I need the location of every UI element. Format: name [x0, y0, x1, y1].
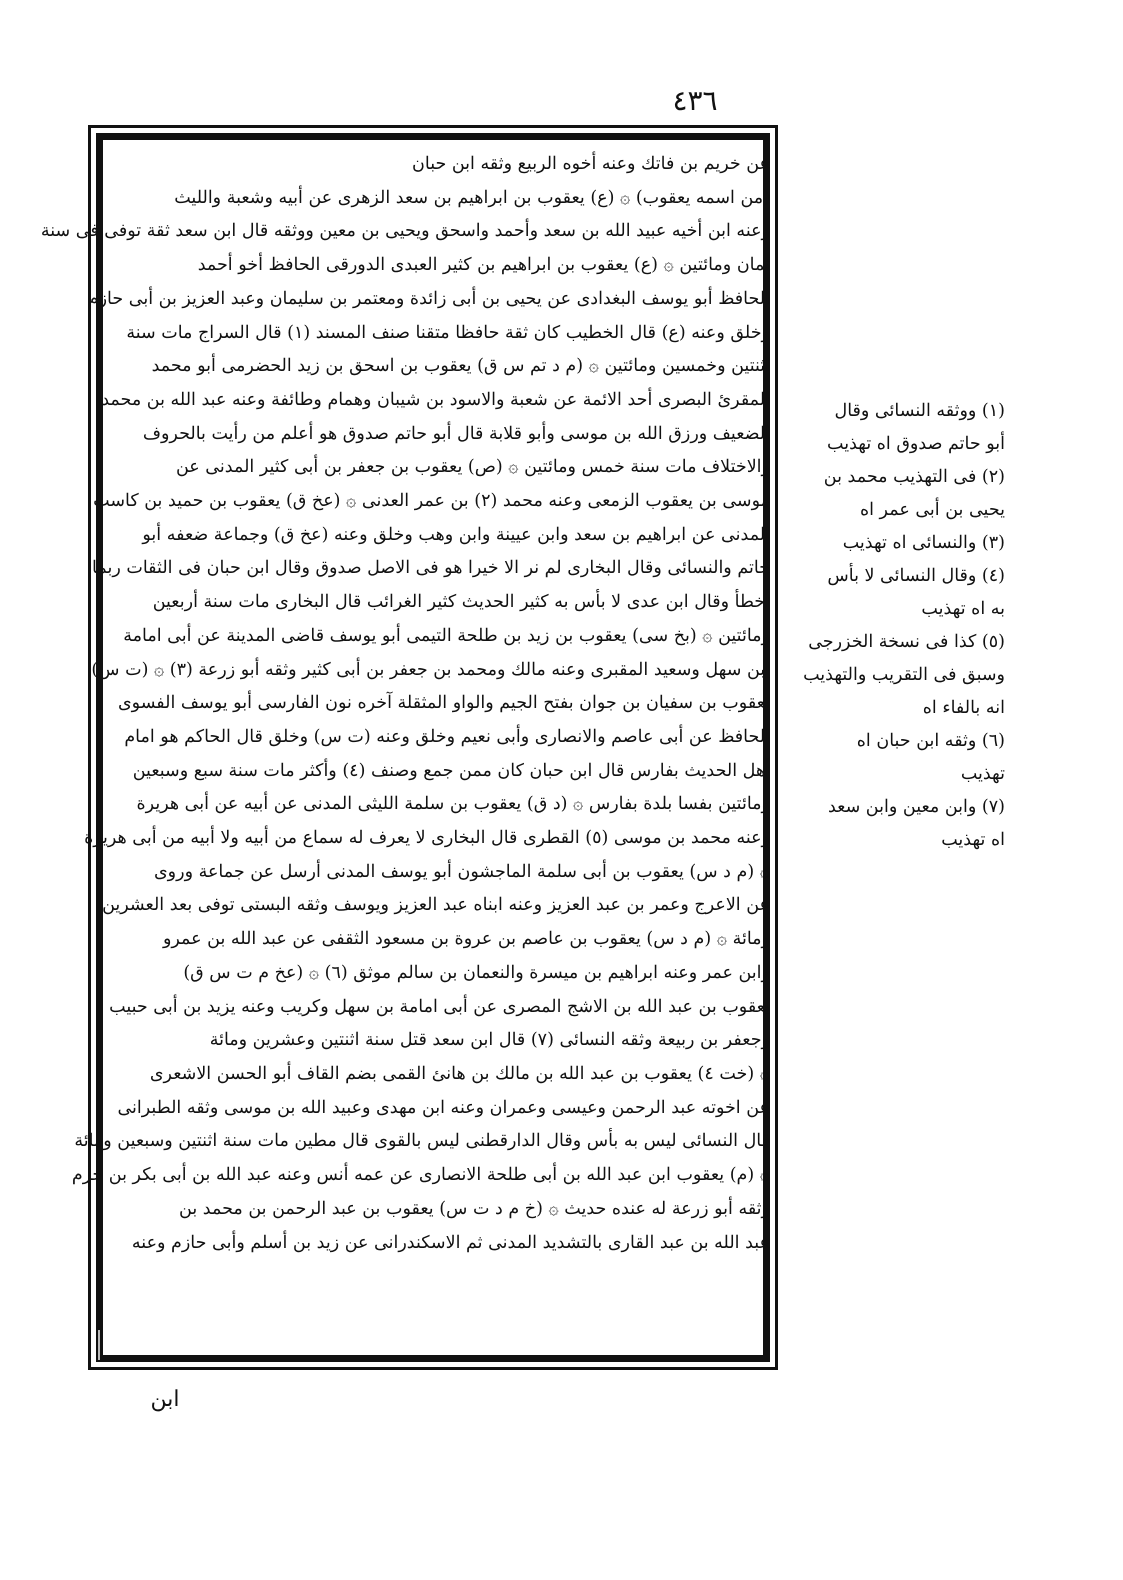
text-line: وعنه محمد بن موسى (٥) القطرى قال البخارى لا يعرف له سماع من أبيه ولا أبيه من أبى هريرة: [84, 828, 770, 849]
margin-footnotes: [780, 395, 1005, 955]
text-line: عبد الله بن عبد القارى بالتشديد المدنى ثم الاسكندرانى عن زيد بن أسلم وأبى حازم وعنه: [131, 1232, 770, 1253]
text-line: عن الاعرج وعمر بن عبد العزيز وعنه ابناه عبد العزيز ويوسف وثقه البستى توفى بعد العشرين: [102, 895, 770, 916]
footnote-line: (٣) والنسائى اه تهذيب: [842, 533, 1005, 553]
footnote-line: (٧) وابن معين وابن سعد: [827, 797, 1005, 817]
text-line: عن اخوته عبد الرحمن وعيسى وعمران وعنه ابن مهدى وعبيد الله بن موسى وثقه الطبرانى: [117, 1097, 770, 1118]
text-line: (من اسمه يعقوب) ۞ (ع) يعقوب بن ابراهيم بن سعد الزهرى عن أبيه وشعبة والليث: [174, 187, 770, 208]
footnote-line: أبو حاتم صدوق اه تهذيب: [827, 434, 1005, 454]
text-line: ومائتين بفسا بلدة بفارس ۞ (د ق) يعقوب بن سلمة الليثى المدنى عن أبيه عن أبى هريرة: [136, 794, 770, 815]
footnote-line: وسبق فى التقريب والتهذيب: [803, 665, 1005, 685]
text-line: الحافظ عن أبى عاصم والانصارى وأبى نعيم وخلق وعنه (ت س) وخلق قال الحاكم هو امام: [124, 726, 770, 747]
text-line: موسى بن يعقوب الزمعى وعنه محمد (٢) بن عمر العدنى ۞ (عخ ق) يعقوب بن حميد بن كاسب: [93, 491, 770, 512]
text-line: يعقوب بن عبد الله بن الاشج المصرى عن أبى امامة بن سهل وكريب وعنه يزيد بن أبى حبيب: [109, 996, 770, 1017]
text-line: ومائة ۞ (م د س) يعقوب بن عاصم بن عروة بن مسعود الثقفى عن عبد الله بن عمرو: [162, 929, 770, 950]
text-line: الحافظ أبو يوسف البغدادى عن يحيى بن أبى زائدة ومعتمر بن سليمان وعبد العزيز بن أبى حازم: [87, 288, 770, 309]
text-line: والاختلاف مات سنة خمس ومائتين ۞ (ص) يعقوب بن جعفر بن أبى كثير المدنى عن: [175, 457, 770, 478]
footnote-line: (٢) فى التهذيب محمد بن: [823, 467, 1005, 487]
text-line: ۞ (م د س) يعقوب بن أبى سلمة الماجشون أبو يوسف المدنى أرسل عن جماعة وروى: [153, 861, 770, 882]
footnote-line: (٤) وقال النسائى لا بأس: [827, 566, 1005, 586]
text-line: الضعيف ورزق الله بن موسى وأبو قلابة قال أبو حاتم صدوق هو أعلم من رأيت بالحروف: [142, 423, 770, 444]
footnote-line: به اه تهذيب: [921, 599, 1005, 619]
text-line: عن خريم بن فاتك وعنه أخوه الربيع وثقه ابن حبان: [412, 154, 770, 174]
footnote-line: يحيى بن أبى عمر اه: [859, 500, 1005, 520]
text-line: ۞ (خت ٤) يعقوب بن عبد الله بن مالك بن هانئ القمى بضم القاف أبو الحسن الاشعرى: [149, 1063, 770, 1084]
text-line: وخلق وعنه (ع) قال الخطيب كان ثقة حافظا متقنا صنف المسند (١) قال السراج مات سنة: [126, 322, 770, 343]
text-line: المدنى عن ابراهيم بن سعد وابن عيينة وابن وهب وخلق وعنه (عخ ق) وجماعة ضعفه أبو: [142, 524, 770, 545]
footnote-line: انه بالفاء اه: [922, 698, 1005, 718]
text-line: يعقوب بن سفيان بن جوان بفتح الجيم والواو المثقلة آخره نون الفارسى أبو يوسف الفسوى: [117, 693, 770, 714]
text-line: ۞ (م) يعقوب ابن عبد الله بن أبى طلحة الانصارى عن عمه أنس وعنه عبد الله بن أبى بكر بن حزم: [71, 1165, 770, 1186]
text-line: حاتم والنسائى وقال البخارى لم نر الا خيرا هو فى الاصل صدوق وقال ابن حبان فى الثقات ربما: [92, 558, 770, 579]
text-line: اثنتين وخمسين ومائتين ۞ (م د تم س ق) يعقوب بن اسحق بن زيد الحضرمى أبو محمد: [151, 356, 770, 377]
text-line: وجعفر بن ربيعة وثقه النسائى (٧) قال ابن سعد قتل سنة اثنتين وعشرين ومائة: [209, 1030, 770, 1051]
text-line: ثمان ومائتين ۞ (ع) يعقوب بن ابراهيم بن كثير العبدى الدورقى الحافظ أخو أحمد: [197, 255, 770, 276]
text-line: أهل الحديث بفارس قال ابن حبان كان ممن جمع وصنف (٤) وأكثر مات سنة سبع وسبعين: [132, 760, 770, 781]
catchword: ابن: [150, 1387, 180, 1412]
footnote-line: (٦) وثقه ابن حبان اه: [856, 731, 1005, 751]
page-number: ٤٣٦: [672, 84, 718, 117]
text-line: وابن عمر وعنه ابراهيم بن ميسرة والنعمان بن سالم موثق (٦) ۞ (عخ م ت س ق): [183, 962, 770, 983]
footnote-line: (٥) كذا فى نسخة الخزرجى: [808, 632, 1005, 652]
scan-edge-mark: [98, 1330, 100, 1360]
text-line: وثقه أبو زرعة له عنده حديث ۞ (خ م د ت س) يعقوب بن عبد الرحمن بن محمد بن: [179, 1198, 770, 1219]
footnote-line: (١) ووثقه النسائى وقال: [834, 401, 1005, 421]
text-line: ابن سهل وسعيد المقبرى وعنه مالك ومحمد بن جعفر بن أبى كثير وثقه أبو زرعة (٣) ۞ (ت س): [91, 659, 770, 680]
footnote-line: اه تهذيب: [941, 830, 1005, 850]
text-line: ومائتين ۞ (بخ سى) يعقوب بن زيد بن طلحة التيمى أبو يوسف قاضى المدينة عن أبى امامة: [123, 625, 770, 646]
text-line: قال النسائى ليس به بأس وقال الدارقطنى ليس بالقوى قال مطين مات سنة اثنتين وسبعين ومائة: [74, 1131, 770, 1152]
text-line: أخطأ وقال ابن عدى لا بأس به كثير الحديث كثير الغرائب قال البخارى مات سنة أربعين: [152, 592, 770, 613]
footnote-line: تهذيب: [960, 764, 1005, 784]
text-line: وعنه ابن أخيه عبيد الله بن سعد وأحمد واسحق ويحيى بن معين ووثقه قال ابن سعد ثقة توفى فى سنة: [40, 221, 770, 242]
text-line: المقرئ البصرى أحد الائمة عن شعبة والاسود بن شيبان وهمام وطائفة وعنه عبد الله بن محمد: [101, 389, 770, 410]
main-text-block: [40, 148, 770, 1358]
